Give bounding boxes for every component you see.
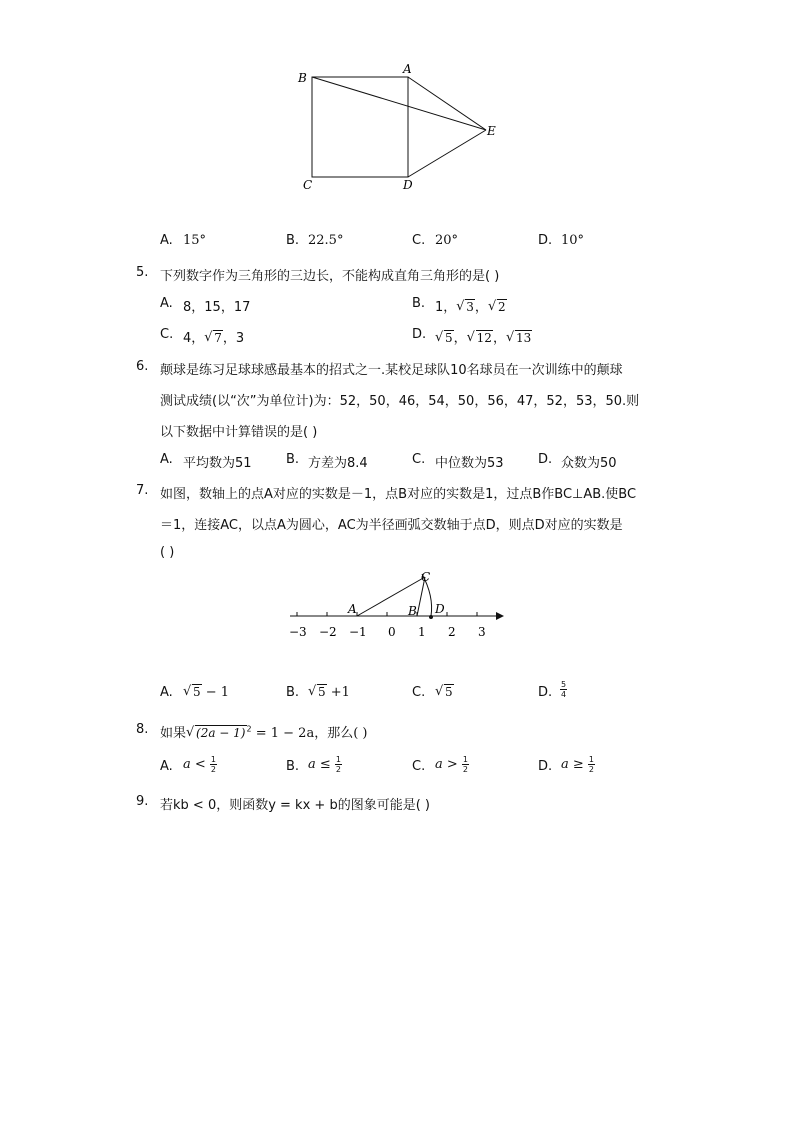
q7-line-2: ＝1，连接AC，以点A为圆心，AC为半径画弧交数轴于点D，则点D对应的实数是	[160, 518, 623, 533]
q8-number: 8.	[136, 722, 149, 737]
q6-line-3: 以下数据中计算错误的是( )	[160, 425, 318, 440]
q5-b-pre: 1，	[435, 300, 457, 315]
label-C: C	[303, 178, 313, 192]
q6-number: 6.	[136, 359, 149, 374]
q5-number: 5.	[136, 265, 149, 280]
q6-line-1: 颠球是练习足球球感最基本的招式之一.某校足球队10名球员在一次训练中的颠球	[160, 363, 623, 378]
q5-option-b	[435, 296, 507, 315]
label-E: E	[487, 124, 496, 138]
q7-option-c: √ 5	[435, 685, 454, 700]
q4-option-c: 20°	[435, 233, 459, 248]
q5-d-sqrt-1: √ 5	[435, 331, 454, 346]
tick-label-neg1: −1	[349, 625, 367, 639]
q7-option-a-letter: A.	[160, 685, 173, 700]
q4-option-a: 15°	[183, 233, 207, 248]
q6-option-b: 方差为8.4	[308, 456, 368, 471]
q4-option-a-letter: A.	[160, 233, 173, 248]
q6-option-b-letter: B.	[286, 452, 300, 467]
q5-option-a: 8，15，17	[183, 300, 251, 315]
q5-c-sqrt: √ 7	[204, 331, 223, 346]
q4-option-d: 10°	[561, 233, 585, 248]
q8-option-c-letter: C.	[412, 759, 426, 774]
q8-option-b: a ≤ $\frac{1}{2}$	[308, 755, 342, 774]
q7-option-c-letter: C.	[412, 685, 426, 700]
tick-label-neg3: −3	[289, 625, 307, 639]
q7-option-d-letter: D.	[538, 685, 553, 700]
q5-option-d: √ 5，√ 12，√ 13	[435, 327, 532, 346]
q8-sqrt: √ (2a − 1)	[186, 726, 246, 741]
point-label-D: D	[435, 602, 445, 616]
q8-option-a-letter: A.	[160, 759, 173, 774]
q5-d-sqrt-2: √ 12	[467, 331, 493, 346]
q8-option-c: a > $\frac{1}{2}$	[435, 755, 469, 774]
q7-line-1: 如图，数轴上的点A对应的实数是－1，点B对应的实数是1，过点B作BC⊥AB.使BC	[160, 487, 637, 502]
q5-option-b-letter: B.	[412, 296, 426, 311]
q5-c-pre: 4，	[183, 331, 205, 346]
q5-b-sqrt-2: √ 2	[488, 300, 507, 315]
q9-stem: 若kb < 0，则函数y = kx + b的图象可能是( )	[160, 798, 430, 813]
q6-option-d: 众数为50	[561, 456, 617, 471]
point-label-C: C	[421, 570, 431, 584]
tick-label-3: 3	[478, 625, 486, 639]
q5-option-c	[183, 327, 244, 346]
q8-option-d-letter: D.	[538, 759, 553, 774]
q5-c-post: ，3	[222, 331, 245, 346]
q8-option-b-letter: B.	[286, 759, 300, 774]
q6-option-c: 中位数为53	[435, 456, 504, 471]
tick-label-1: 1	[418, 625, 426, 639]
q5-d-sqrt-3: √ 13	[506, 331, 532, 346]
q6-option-a: 平均数为51	[183, 456, 252, 471]
point-label-A: A	[348, 602, 357, 616]
point-label-B: B	[408, 604, 417, 618]
q6-option-c-letter: C.	[412, 452, 426, 467]
q7-option-b: √ 5 +1	[308, 685, 350, 700]
q8-stem: 如果√ $(2a - 1)^2 = 1 - 2a$，那么( )	[160, 722, 367, 741]
q7-number: 7.	[136, 483, 149, 498]
label-B: B	[298, 71, 307, 85]
q5-b-sep: ，	[474, 300, 488, 315]
q6-line-2: 测试成绩(以“次”为单位计)为：52，50，46，54，50，56，47，52，53，50.则	[160, 394, 640, 409]
q9-number: 9.	[136, 794, 149, 809]
q8-option-a: a < $\frac{1}{2}$	[183, 755, 217, 774]
label-D: D	[403, 178, 413, 192]
tick-label-neg2: −2	[319, 625, 337, 639]
tick-label-0: 0	[388, 625, 396, 639]
q5-b-sqrt-1: √ 3	[456, 300, 475, 315]
q6-option-d-letter: D.	[538, 452, 553, 467]
q7-line-3: ( )	[160, 545, 175, 560]
square-triangle-figure	[290, 58, 510, 198]
q4-option-b: 22.5°	[308, 233, 344, 248]
q7-option-b-letter: B.	[286, 685, 300, 700]
q5-option-c-letter: C.	[160, 327, 174, 342]
q4-option-b-letter: B.	[286, 233, 300, 248]
q5-stem: 下列数字作为三角形的三边长，不能构成直角三角形的是( )	[160, 269, 500, 284]
tick-label-2: 2	[448, 625, 456, 639]
q7-option-a: √ 5 − 1	[183, 685, 229, 700]
q5-option-d-letter: D.	[412, 327, 427, 342]
q6-option-a-letter: A.	[160, 452, 173, 467]
q5-option-a-letter: A.	[160, 296, 173, 311]
q8-option-d: a ≥ $\frac{1}{2}$	[561, 755, 595, 774]
label-A: A	[403, 62, 412, 76]
number-line-figure	[284, 568, 514, 644]
q4-option-d-letter: D.	[538, 233, 553, 248]
q7-option-d: $\frac{5}{4}$	[561, 680, 567, 699]
q4-option-c-letter: C.	[412, 233, 426, 248]
